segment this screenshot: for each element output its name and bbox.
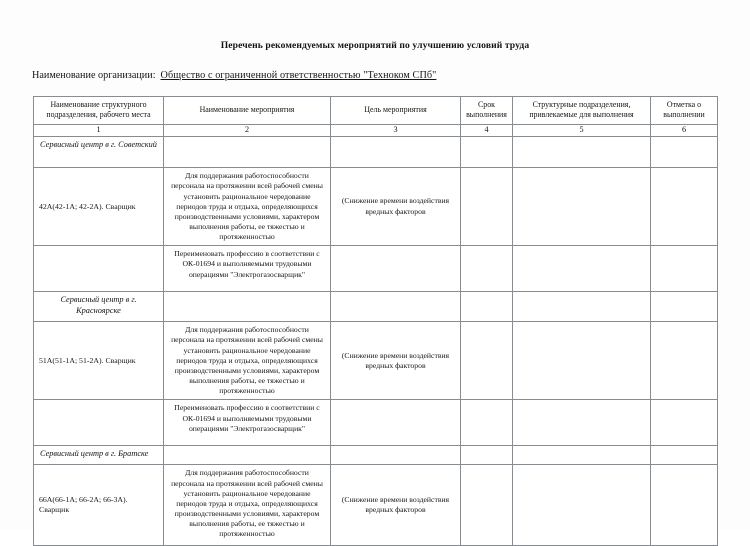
section-blank-deadline bbox=[461, 137, 513, 168]
header-subdivision: Наименование структурного подразделения, рабочего места bbox=[34, 97, 164, 125]
section-blank-measure bbox=[164, 137, 331, 168]
page-title: Перечень рекомендуемых мероприятий по улучшению условий труда bbox=[220, 40, 530, 51]
measure-units bbox=[513, 400, 651, 446]
measure-mark bbox=[651, 322, 718, 400]
section-heading-row bbox=[34, 446, 718, 465]
section-blank-measure bbox=[164, 292, 331, 322]
section-blank-deadline bbox=[461, 292, 513, 322]
column-number-1: 1 bbox=[34, 125, 164, 137]
section-heading-row bbox=[34, 137, 718, 168]
table-header-row bbox=[34, 97, 718, 125]
workplace-continuation bbox=[34, 400, 164, 446]
section-heading-bratsk: Сервисный центр в г. Братске bbox=[34, 446, 164, 465]
measure-mark bbox=[651, 400, 718, 446]
column-number-4: 4 bbox=[461, 125, 513, 137]
workplace-continuation bbox=[34, 246, 164, 292]
measure-deadline bbox=[461, 322, 513, 400]
measure-text: Переименовать профессию в соответствии с ОК-01694 и выполняемыми трудовыми операциями "Электрогазосварщик" bbox=[164, 400, 331, 446]
header-completion-mark: Отметка о выполнении bbox=[651, 97, 718, 125]
header-measure-name: Наименование мероприятия bbox=[164, 97, 331, 125]
section-blank-units bbox=[513, 137, 651, 168]
measure-units bbox=[513, 465, 651, 546]
workplace-krasnoyarsk: 51А(51-1А; 51-2А). Сварщик bbox=[34, 322, 164, 400]
section-blank-mark bbox=[651, 446, 718, 465]
measure-mark bbox=[651, 246, 718, 292]
measure-units bbox=[513, 168, 651, 246]
section-blank-measure bbox=[164, 446, 331, 465]
section-blank-goal bbox=[331, 446, 461, 465]
section-blank-units bbox=[513, 446, 651, 465]
measure-goal bbox=[331, 246, 461, 292]
measure-text: Для поддержания работоспособности персонала на протяжении всей рабочей смены установить рациональное чередование периодов труда и отдыха, определяющихся производственными условиями, характером выполнения работы, ее тяжестью и протяженностью bbox=[164, 322, 331, 400]
measure-deadline bbox=[461, 465, 513, 546]
organization-name: Общество с ограниченной ответственностью "Техноком СПб" bbox=[160, 70, 437, 81]
section-blank-goal bbox=[331, 292, 461, 322]
table-row bbox=[34, 400, 718, 446]
column-number-5: 5 bbox=[513, 125, 651, 137]
measure-deadline bbox=[461, 400, 513, 446]
header-deadline: Срок выполнения bbox=[461, 97, 513, 125]
measure-goal: (Снижение времени воздействия вредных факторов bbox=[331, 168, 461, 246]
workplace-sovetsky: 42А(42-1А; 42-2А). Сварщик bbox=[34, 168, 164, 246]
organization-line bbox=[32, 70, 436, 81]
measure-goal: (Снижение времени воздействия вредных факторов bbox=[331, 322, 461, 400]
table-row bbox=[34, 465, 718, 546]
section-blank-units bbox=[513, 292, 651, 322]
measure-units bbox=[513, 246, 651, 292]
measure-goal bbox=[331, 400, 461, 446]
section-blank-mark bbox=[651, 292, 718, 322]
measure-goal: (Снижение времени воздействия вредных факторов bbox=[331, 465, 461, 546]
section-blank-goal bbox=[331, 137, 461, 168]
table-row bbox=[34, 168, 718, 246]
header-involved-units: Структурные подразделения, привлекаемые для выполнения bbox=[513, 97, 651, 125]
measures-table bbox=[33, 96, 718, 546]
workplace-bratsk: 66А(66-1А; 66-2А; 66-3А). Сварщик bbox=[34, 465, 164, 546]
section-heading-krasnoyarsk: Сервисный центр в г. Красноярске bbox=[34, 292, 164, 322]
column-number-2: 2 bbox=[164, 125, 331, 137]
measure-deadline bbox=[461, 168, 513, 246]
organization-label: Наименование организации: bbox=[32, 70, 156, 81]
section-blank-deadline bbox=[461, 446, 513, 465]
measure-text: Для поддержания работоспособности персонала на протяжении всей рабочей смены установить рациональное чередование периодов труда и отдыха, определяющихся производственными условиями, характером выполнения работы, ее тяжестью и протяженностью bbox=[164, 465, 331, 546]
table-row bbox=[34, 322, 718, 400]
measure-mark bbox=[651, 168, 718, 246]
column-number-6: 6 bbox=[651, 125, 718, 137]
measure-text: Для поддержания работоспособности персонала на протяжении всей рабочей смены установить рациональное чередование периодов труда и отдыха, определяющихся производственными условиями, характером выполнения работы, ее тяжестью и протяженностью bbox=[164, 168, 331, 246]
measure-mark bbox=[651, 465, 718, 546]
header-measure-goal: Цель мероприятия bbox=[331, 97, 461, 125]
measure-text: Переименовать профессию в соответствии с ОК-01694 и выполняемыми трудовыми операциями "Электрогазосварщик" bbox=[164, 246, 331, 292]
column-number-row bbox=[34, 125, 718, 137]
section-heading-row bbox=[34, 292, 718, 322]
measure-units bbox=[513, 322, 651, 400]
table-row bbox=[34, 246, 718, 292]
measure-deadline bbox=[461, 246, 513, 292]
column-number-3: 3 bbox=[331, 125, 461, 137]
section-blank-mark bbox=[651, 137, 718, 168]
section-heading-sovetsky: Сервисный центр в г. Советский bbox=[34, 137, 164, 168]
